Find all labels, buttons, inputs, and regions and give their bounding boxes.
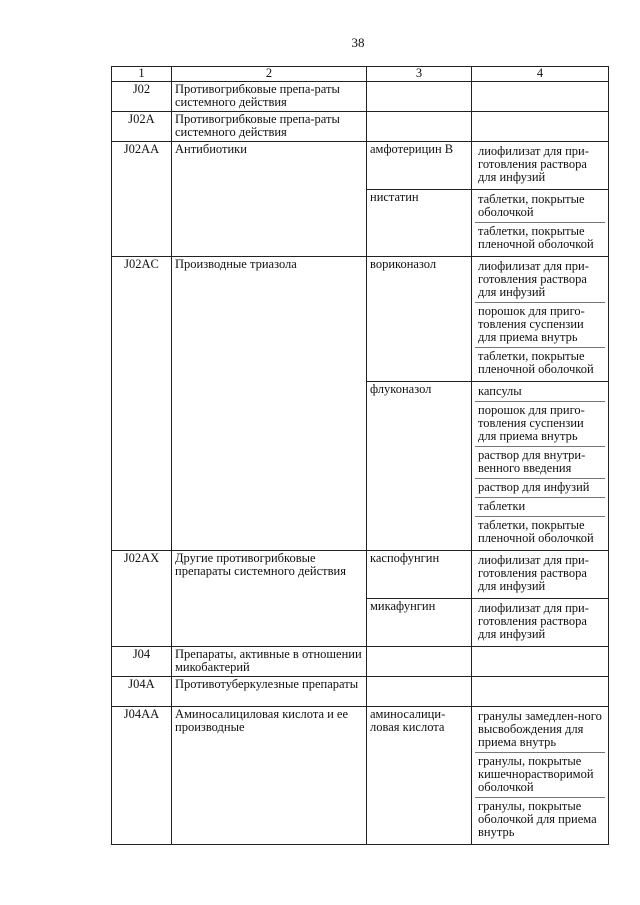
dosage-form: гранулы, покрытые оболочкой для приема внутрь — [478, 799, 597, 839]
atc-code: J04 — [112, 647, 172, 677]
column-header-2: 2 — [172, 67, 367, 82]
atc-code: J02 — [112, 82, 172, 112]
dosage-forms — [472, 82, 609, 112]
page-number: 38 — [351, 35, 365, 50]
dosage-form: таблетки, покрытые пленочной оболочкой — [478, 224, 594, 251]
drug-name — [367, 82, 472, 112]
atc-group-name: Препараты, активные в отношении микобактерий — [172, 647, 367, 677]
dosage-forms — [472, 112, 609, 142]
dosage-forms — [472, 190, 609, 257]
drug-name — [367, 647, 472, 677]
atc-group-name: Другие противогрибковые препараты системного действия — [172, 551, 367, 647]
dosage-form: таблетки, покрытые пленочной оболочкой — [478, 518, 594, 545]
table-body — [112, 82, 609, 845]
atc-code: J02AA — [112, 142, 172, 257]
dosage-form: порошок для приго-товления суспензии для приема внутрь — [475, 402, 605, 447]
dosage-form: порошок для приго-товления суспензии для приема внутрь — [475, 303, 605, 348]
dosage-forms — [472, 647, 609, 677]
dosage-form: гранулы, покрытые кишечнорастворимой оболочкой — [475, 753, 605, 798]
drug-name: микафунгин — [367, 599, 472, 647]
atc-group-name: Противогрибковые препа-раты системного действия — [172, 82, 367, 112]
dosage-forms — [472, 551, 609, 599]
dosage-form: таблетки, покрытые пленочной оболочкой — [478, 349, 594, 376]
header-row — [112, 67, 609, 82]
column-header-4: 4 — [472, 67, 609, 82]
drug-name: флуконазол — [367, 382, 472, 551]
atc-code: J02A — [112, 112, 172, 142]
dosage-form: лиофилизат для при-готовления раствора для инфузий — [478, 144, 589, 184]
atc-code: J04AA — [112, 707, 172, 845]
drug-table — [111, 66, 609, 845]
dosage-form: раствор для инфузий — [475, 479, 605, 498]
atc-group-name: Противогрибковые препа-раты системного действия — [172, 112, 367, 142]
table-row — [112, 551, 609, 599]
column-header-3: 3 — [367, 67, 472, 82]
atc-code: J04A — [112, 677, 172, 707]
atc-code: J02AX — [112, 551, 172, 647]
drug-name: нистатин — [367, 190, 472, 257]
drug-name: каспофунгин — [367, 551, 472, 599]
dosage-form: капсулы — [475, 383, 605, 402]
table-row — [112, 257, 609, 382]
table-row — [112, 142, 609, 190]
table-row — [112, 112, 609, 142]
atc-group-name: Противотуберкулезные препараты — [172, 677, 367, 707]
dosage-form: раствор для внутри-венного введения — [475, 447, 605, 479]
dosage-forms — [472, 707, 609, 845]
dosage-form: таблетки, покрытые оболочкой — [475, 191, 605, 223]
dosage-form: лиофилизат для при-готовления раствора для инфузий — [478, 553, 589, 593]
dosage-form: гранулы замедлен-ного высвобождения для приема внутрь — [475, 708, 605, 753]
drug-name — [367, 677, 472, 707]
drug-name — [367, 112, 472, 142]
table-row — [112, 707, 609, 845]
dosage-form: лиофилизат для при-готовления раствора для инфузий — [478, 601, 589, 641]
atc-group-name: Антибиотики — [172, 142, 367, 257]
atc-group-name: Производные триазола — [172, 257, 367, 551]
table-row — [112, 677, 609, 707]
table-row — [112, 647, 609, 677]
dosage-forms — [472, 257, 609, 382]
drug-name: амфотерицин В — [367, 142, 472, 190]
atc-group-name: Аминосалициловая кислота и ее производные — [172, 707, 367, 845]
dosage-forms — [472, 142, 609, 190]
dosage-forms — [472, 599, 609, 647]
dosage-form: таблетки — [475, 498, 605, 517]
table-row — [112, 82, 609, 112]
atc-code: J02AC — [112, 257, 172, 551]
drug-name: вориконазол — [367, 257, 472, 382]
dosage-form: лиофилизат для при-готовления раствора для инфузий — [475, 258, 605, 303]
dosage-forms — [472, 677, 609, 707]
drug-name: аминосалици-ловая кислота — [367, 707, 472, 845]
dosage-forms — [472, 382, 609, 551]
column-header-1: 1 — [112, 67, 172, 82]
